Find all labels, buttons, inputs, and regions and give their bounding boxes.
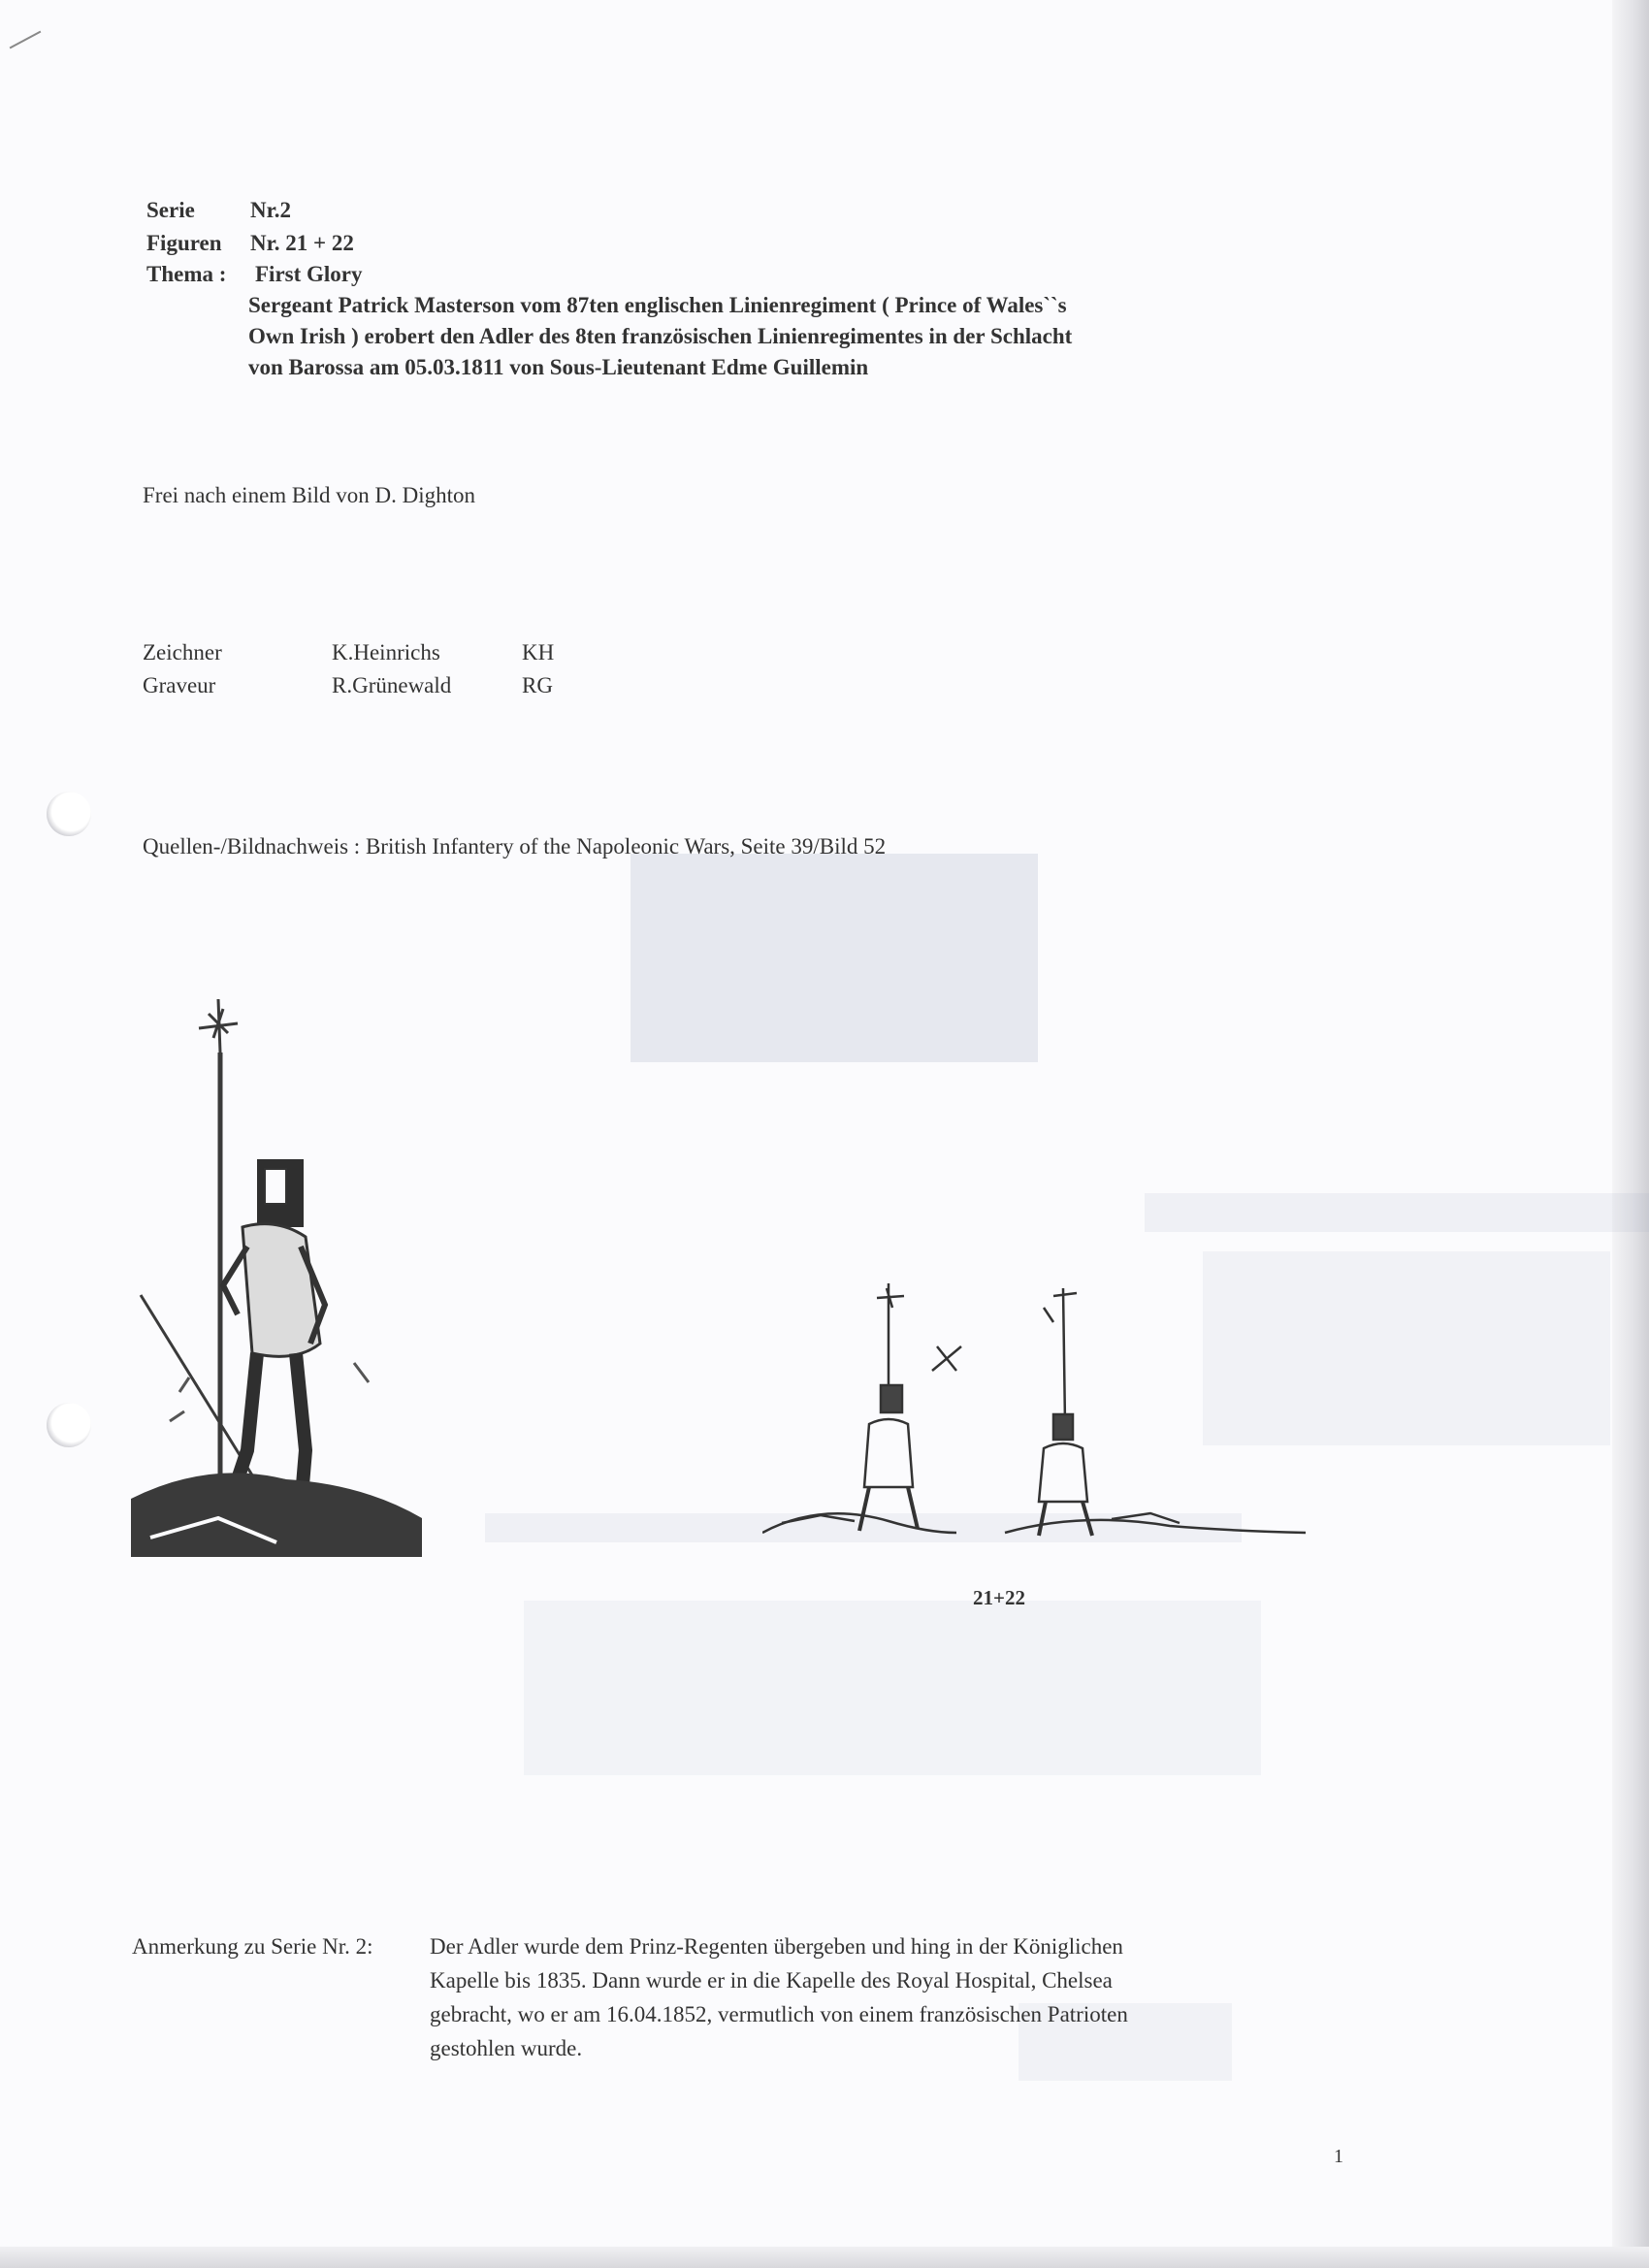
- source-note: Frei nach einem Bild von D. Dighton: [143, 483, 476, 507]
- punch-hole: [47, 1403, 91, 1447]
- page-number: 1: [1334, 2146, 1343, 2167]
- remark-label: Anmerkung zu Serie Nr. 2:: [132, 1934, 373, 1959]
- remark-line: Kapelle bis 1835. Dann wurde er in die Kapelle des Royal Hospital, Chelsea: [430, 1968, 1113, 1993]
- figures-line-drawing-illustration: [762, 1279, 1306, 1550]
- serie-label: Serie: [146, 198, 195, 222]
- description-line: von Barossa am 05.03.1811 von Sous-Lieutenant Edme Guillemin: [248, 355, 869, 379]
- scan-mark: [10, 31, 42, 49]
- show-through-image: [630, 854, 1038, 1062]
- remark-line: Der Adler wurde dem Prinz-Regenten übergeben und hing in der Königlichen: [430, 1934, 1123, 1959]
- remark-line: gebracht, wo er am 16.04.1852, vermutlich von einem französischen Patrioten: [430, 2002, 1128, 2026]
- description-line: Sergeant Patrick Masterson vom 87ten englischen Linienregiment ( Prince of Wales``s: [248, 293, 1067, 317]
- credit-name: R.Grünewald: [332, 673, 452, 697]
- scan-page-edge-right: [1612, 0, 1649, 2268]
- credit-name: K.Heinrichs: [332, 640, 440, 664]
- credit-initials: KH: [522, 640, 555, 664]
- scan-page-edge-bottom: [0, 2247, 1649, 2268]
- credit-role: Graveur: [143, 673, 216, 697]
- figuren-label: Figuren: [146, 231, 222, 255]
- figuren-value: Nr. 21 + 22: [250, 231, 354, 255]
- soldier-sketch-illustration: [131, 994, 432, 1557]
- remark-line: gestohlen wurde.: [430, 2036, 583, 2060]
- credit-role: Zeichner: [143, 640, 222, 664]
- reference-note: Quellen-/Bildnachweis : British Infantery of the Napoleonic Wars, Seite 39/Bild 52: [143, 834, 887, 859]
- figure-caption: 21+22: [973, 1586, 1025, 1609]
- serie-value: Nr.2: [250, 198, 291, 222]
- thema-value: First Glory: [255, 262, 363, 286]
- show-through-list: [524, 1601, 1261, 1775]
- show-through-line: [1145, 1193, 1649, 1232]
- credit-initials: RG: [522, 673, 553, 697]
- description-line: Own Irish ) erobert den Adler des 8ten französischen Linienregimentes in der Schlacht: [248, 324, 1073, 348]
- punch-hole: [47, 792, 91, 836]
- thema-label: Thema :: [146, 262, 227, 286]
